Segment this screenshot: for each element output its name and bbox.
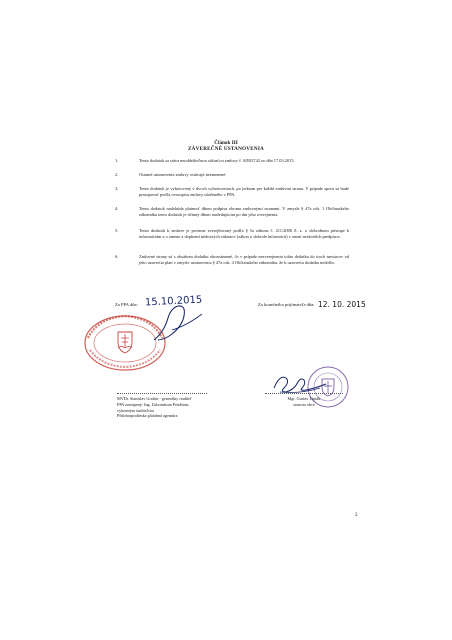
recipient-signatory-line: Mgr. Gustáv Lipták xyxy=(287,396,321,401)
recipient-date-label: Za konečného prijímateľa dňa: xyxy=(258,302,315,307)
clause-text: Tento dodatok k zmluve je povinne zverejňovaný podľa § 5a zákona č. 211/2000 Z. z. o slobodnom prístupe k informáciám a o zmene a doplnení niektorých zákonov (zákon o slobode informácií) v znení neskorších predpisov. xyxy=(139,228,349,240)
clause-number: 2. xyxy=(115,172,119,177)
clause-text: Tento dodatok sa stáva neoddeliteľnou súčasťou zmluvy č. KE02742 zo dňa 17.03.2015. xyxy=(139,158,295,163)
ppa-signatory-line: PPA zastúpený: Ing. Ľubomírom Petrášom, xyxy=(117,401,190,407)
clause-text: Tento dodatok nadobúda platnosť dňom podpisu oboma zmluvnými stranami. V zmysle § 47a ods. 1 Občianskeho zákonníka tento dodatok je účinný dňom nasledujúcim po dni jeho zverejnenia. xyxy=(139,206,349,218)
ppa-signatory-line: Pôdohospodárska platobná agentúra xyxy=(117,413,178,419)
ppa-signature-rule xyxy=(117,393,207,394)
ppa-handwritten-date: 15.10.2015 xyxy=(144,294,203,309)
ppa-signatory-line: MVDr. Stanislav Grobár - generálny riaditeľ xyxy=(117,396,192,401)
section-title: ZÁVEREČNÉ USTANOVENIA xyxy=(187,146,265,152)
ppa-date-label: Za PPA dňa: xyxy=(115,302,138,307)
clause-number: 4. xyxy=(115,206,119,211)
recipient-handwritten-date: 12. 10. 2015 xyxy=(318,300,366,309)
clause-number: 1. xyxy=(115,158,119,163)
recipient-signature-rule xyxy=(265,393,343,394)
ppa-signature xyxy=(150,300,210,345)
clause-text: Ostatné ustanovenia zmluvy ostávajú nezmenené. xyxy=(139,172,227,177)
clause-number: 5. xyxy=(115,228,119,233)
page-number: 2 xyxy=(355,513,358,518)
recipient-signatory-line: starosta obce xyxy=(293,401,315,407)
ppa-signatory-line: vykonným riaditeľom xyxy=(117,407,154,413)
clause-number: 6. xyxy=(115,254,119,259)
clause-text: Zmluvné strany sú s obsahom dodatku oboznámené, čo v prípade nezverejnenia tohto dodatku do troch mesiacov od jeho uzavretia platí v zmysle ustanovenia § 47a ods. 4 Občianskeho zákonníka, že k uzavretiu dodatku nedošlo. xyxy=(139,254,349,266)
clause-number: 3. xyxy=(115,186,119,191)
clause-text: Tento dodatok je vyhotovený v dvoch vyhotoveniach, po jednom pre každú zmluvnú stranu. V prípade sporu sa bude postupovať podľa rovnopisu zmluvy uloženého v PPA. xyxy=(139,186,349,198)
ppa-signatory-block xyxy=(117,396,192,419)
recipient-signatory-block xyxy=(265,396,343,408)
article-heading: Článok III xyxy=(214,140,238,146)
